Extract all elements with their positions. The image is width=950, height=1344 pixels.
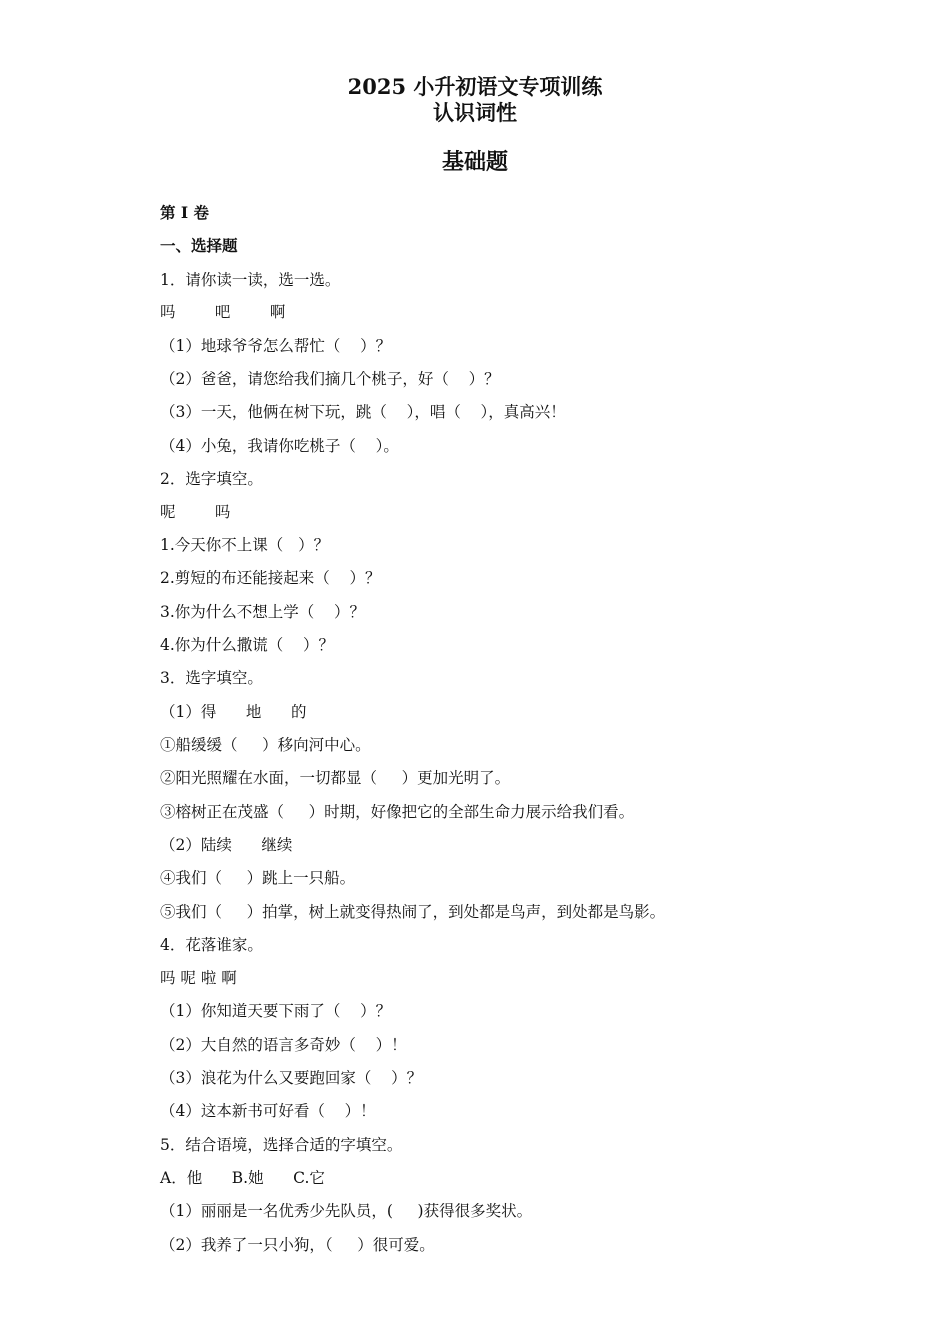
question-line: 2．选字填空。 xyxy=(160,470,263,488)
question-line: 2.剪短的布还能接起来（ ）？ xyxy=(160,569,381,587)
question-line: ⑤我们（ ）拍掌，树上就变得热闹了，到处都是鸟声，到处都是鸟影。 xyxy=(160,903,666,921)
question-line: 3．选字填空。 xyxy=(160,669,263,687)
question-line: （3）一天，他俩在树下玩，跳（ ），唱（ ），真高兴！ xyxy=(160,403,566,421)
question-line: ④我们（ ）跳上一只船。 xyxy=(160,869,356,887)
question-line: 4.你为什么撒谎（ ）？ xyxy=(160,636,334,654)
question-line: （4）这本新书可好看（ ）！ xyxy=(160,1102,376,1120)
question-line: （3）浪花为什么又要跑回家（ ）？ xyxy=(160,1069,423,1087)
document-subtitle: 认识词性 xyxy=(433,100,517,125)
question-line: （1）丽丽是一名优秀少先队员，( )获得很多奖状。 xyxy=(160,1202,533,1220)
question-line: 4．花落谁家。 xyxy=(160,936,263,954)
question-line: （2）陆续 继续 xyxy=(160,836,293,854)
question-line: （1）你知道天要下雨了（ ）？ xyxy=(160,1002,392,1020)
question-line: ②阳光照耀在水面，一切都显（ ）更加光明了。 xyxy=(160,769,511,787)
question-line: （1）得 地 的 xyxy=(160,703,307,721)
question-line: 呢 吗 xyxy=(160,503,231,521)
question-line: 1.今天你不上课（ ）？ xyxy=(160,536,330,554)
volume-heading: 第 I 卷 xyxy=(160,203,210,222)
section-title: 基础题 xyxy=(441,149,508,175)
question-line: 3.你为什么不想上学（ ）？ xyxy=(160,603,365,621)
question-line: ③榕树正在茂盛（ ）时期，好像把它的全部生命力展示给我们看。 xyxy=(160,803,635,821)
part-heading: 一、选择题 xyxy=(160,236,238,255)
question-line: （1）地球爷爷怎么帮忙（ ）？ xyxy=(160,337,392,355)
question-line: （4）小兔，我请你吃桃子（ ）。 xyxy=(160,437,399,455)
question-line: 吗 呢 啦 啊 xyxy=(160,969,237,987)
question-line: ①船缓缓（ ）移向河中心。 xyxy=(160,736,371,754)
question-line: （2）大自然的语言多奇妙（ ）！ xyxy=(160,1036,407,1054)
question-line: 1．请你读一读，选一选。 xyxy=(160,271,341,289)
question-line: （2）我养了一只小狗，（ ）很可爱。 xyxy=(160,1236,435,1254)
question-line: 吗 吧 啊 xyxy=(160,303,286,321)
question-line: A．他 B.她 C.它 xyxy=(160,1169,325,1187)
question-line: 5．结合语境，选择合适的字填空。 xyxy=(160,1136,403,1154)
question-line: （2）爸爸，请您给我们摘几个桃子，好（ ）？ xyxy=(160,370,500,388)
document-title: 2025 小升初语文专项训练 xyxy=(347,74,603,99)
